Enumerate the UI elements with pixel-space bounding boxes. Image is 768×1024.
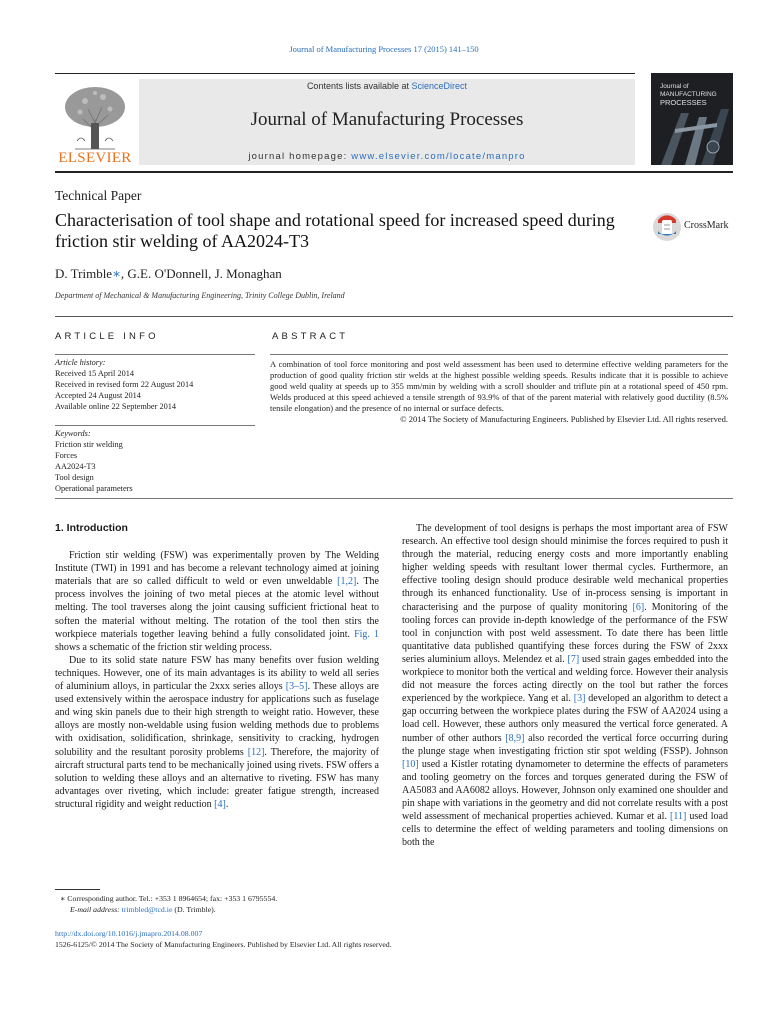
journal-title: Journal of Manufacturing Processes	[250, 109, 524, 130]
masthead	[55, 73, 733, 165]
email-suffix: (D. Trimble).	[174, 905, 216, 914]
elsevier-wordmark: ELSEVIER	[58, 150, 132, 166]
body-column-right	[402, 522, 728, 849]
article-info-divider	[55, 316, 733, 317]
history-item: Received 15 April 2014	[55, 369, 135, 378]
paragraph-text: Due to its solid state nature FSW has many benefits over fusion welding techniques. However, one of its main advantages is its ability to weld all series of aluminium alloys, in particular the 2xxx series alloys	[55, 654, 379, 693]
sciencedirect-link[interactable]: ScienceDirect	[411, 81, 468, 91]
paragraph-text: used a Kistler rotating dynamometer to determine the effects of parameters and tooling geometry on the forces and torques generated during the FSW of AA5083 and AA6082 alloys. However, Johnson only examined one shoulder and pin shape with variations in the geometry and did not correlate results with a post weld assessment of mechanical properties achieved. Kumar et al.	[402, 758, 728, 823]
footnote-mark: ∗	[60, 894, 66, 903]
issn-copyright: 1526-6125/© 2014 The Society of Manufacturing Engineers. Published by Elsevier Ltd. All rights reserved.	[55, 940, 392, 949]
reference-link[interactable]: Fig. 1	[354, 628, 379, 640]
author-name: D. Trimble	[55, 266, 113, 281]
abstract-body	[270, 359, 728, 425]
body-column-left	[55, 522, 379, 811]
article-type: Technical Paper	[55, 188, 142, 203]
reference-link[interactable]: [12]	[247, 746, 265, 758]
abstract-text: A combination of tool force monitoring and post weld assessment has been used to determine effective welding parameters for the production of good quality friction stir welds at the highest possible welding speeds. Results indicate that it is possible to achieve good weld quality at speeds up to 355 mm/min by welding with a scroll shoulder and triflute pin at a rotational speed of 450 rpm. Welds produced at this speed achieved a tensile strength of 93.9% of that of the parent material with relatively good ductility (8.5% tensile elongation) and the presence of no internal or surface defects.	[270, 359, 728, 413]
history-item: Accepted 24 August 2014	[55, 391, 141, 400]
paragraph-text: . Monitoring of the tooling forces can provide in-depth knowledge of the performance of the FSW tool in conjunction with post weld assessment. To date there has been little quantitative data published quantifying these forces during the FSW of 2xxx series aluminium alloys. Melendez et al.	[402, 601, 728, 665]
left-column-paragraphs	[55, 549, 379, 811]
corresponding-author-footnote	[60, 893, 380, 915]
author-names: , G.E. O'Donnell, J. Monaghan	[120, 266, 282, 281]
crossmark-label: CrossMark	[684, 220, 729, 231]
keyword: Tool design	[55, 473, 94, 482]
paragraph-text: Friction stir welding (FSW) was experimentally proven by The Welding Institute (TWI) in 1991 and has become a relevant technology aimed at joining materials that are so called difficult to weld or even unweldable	[55, 550, 379, 588]
keyword: AA2024-T3	[55, 462, 96, 471]
paragraph-text: . Therefore, the majority of aircraft structural parts tend to be mechanically joined using rivets. FSW offers a solution to welding these alloys and an alternative to riveting. FSW has many advantages over riveting, which include: greater fatigue strength, increased structural rigidity and weight reduction	[55, 746, 379, 810]
reference-link[interactable]: [8,9]	[505, 732, 525, 744]
paragraph-text: used load cells to determine the effect of welding parameters and tooling dimensions on both the	[402, 811, 728, 849]
author-list	[55, 266, 282, 282]
paragraph-text: The development of tool designs is perhaps the most important area of FSW research. An effective tool design should minimise the forces required to push it through the material, reducing energy costs and more importantly enabling higher welding speeds with resultant lower thermal cycles. Furthermore, an effective tooling design should produce desirable weld mechanical properties through its enhanced functionality. Use of in-process sensing is important in characterising and the purpose of quality monitoring	[402, 523, 728, 613]
body-paragraph	[402, 522, 728, 849]
masthead-rule	[55, 73, 635, 74]
reference-link[interactable]: [10]	[402, 758, 419, 770]
contents-prefix: Contents lists available at	[306, 81, 409, 91]
paragraph-text: . The process involves the joining of two metal pieces at the atomic level without melting. The tool traverses along the joint causing sufficient frictional heat to soften the material without melting. The rotation of the tool then stirs the workpiece materials together leaving behind a fully consolidated joint.	[55, 576, 379, 640]
body-paragraph	[55, 654, 379, 811]
article-history	[55, 357, 255, 412]
article-info-rule	[55, 354, 255, 355]
cover-title	[660, 83, 717, 107]
history-item: Received in revised form 22 August 2014	[55, 380, 194, 389]
abstract-copyright: © 2014 The Society of Manufacturing Engineers. Published by Elsevier Ltd. All rights reserved.	[400, 414, 728, 424]
section-heading: 1. Introduction	[55, 522, 128, 534]
keywords-rule	[55, 425, 255, 426]
abstract-heading: ABSTRACT	[272, 331, 349, 342]
header-divider	[55, 171, 733, 173]
reference-link[interactable]: [6]	[632, 601, 645, 613]
homepage-link[interactable]: www.elsevier.com/locate/manpro	[351, 151, 526, 162]
paragraph-text: developed an algorithm to detect a gap occurring between the workpiece plates during the FSW of AA2024 using a load cell. However, these authors only measured the vertical force generated. A number of other authors	[402, 693, 728, 744]
paragraph-text: used strain gages embedded into the workpiece to monitor both the vertical and welding force. However their analysis did not measure the forces acting directly on the tool but rather the forces experienced by the workpiece. Yang et al.	[402, 653, 729, 705]
crossmark-badge[interactable]	[652, 211, 732, 243]
reference-link[interactable]: [4]	[214, 798, 226, 810]
footnote-rule	[55, 889, 100, 890]
history-item: Available online 22 September 2014	[55, 402, 177, 411]
body-paragraph	[55, 549, 379, 654]
keyword: Friction stir welding	[55, 440, 123, 449]
article-info-heading: ARTICLE INFO	[55, 331, 159, 342]
corresponding-author-mark[interactable]: ∗	[112, 266, 121, 281]
footnote-email-line	[60, 904, 380, 915]
doi-block	[55, 928, 392, 950]
doi-link[interactable]: http://dx.doi.org/10.1016/j.jmapro.2014.08.007	[55, 929, 203, 938]
journal-banner	[139, 79, 635, 165]
history-label: Article history:	[55, 358, 106, 367]
keywords-label: Keywords:	[55, 429, 91, 438]
elsevier-tree-logo	[55, 79, 135, 161]
affiliation: Department of Mechanical & Manufacturing Engineering, Trinity College Dublin, Ireland	[55, 291, 345, 300]
reference-link[interactable]: [7]	[567, 653, 580, 665]
paragraph-text: . These alloys are used extensively within the aerospace industry for applications such as fuselage and wing skin panels due to their high strength to weight ratio. However, these alloys are mostly non-weldable using fusion welding methods due to problems with oxidisation, solidification, shrinkage, sensitivity to cracking, hydrogen solubility and the resultant porosity problems	[55, 681, 379, 758]
paragraph-text: shows a schematic of the friction stir welding process.	[55, 641, 272, 653]
homepage-line	[139, 151, 635, 162]
journal-cover-thumbnail[interactable]	[651, 73, 733, 165]
footnote-contact	[60, 893, 380, 904]
reference-link[interactable]: [1,2]	[337, 576, 357, 588]
abstract-rule	[270, 354, 728, 355]
contents-line	[139, 81, 635, 91]
paper-title: Characterisation of tool shape and rotational speed for increased speed during friction stir welding of AA2024-T3	[55, 210, 615, 251]
right-column-paragraphs	[402, 522, 728, 849]
cover-title-mid: MANUFACTURING	[660, 91, 717, 98]
email-link[interactable]: trimbled@tcd.ie	[121, 905, 173, 914]
journal-citation[interactable]: Journal of Manufacturing Processes 17 (2015) 141–150	[289, 44, 479, 54]
reference-link[interactable]: [3]	[573, 693, 586, 705]
keyword: Operational parameters	[55, 484, 133, 493]
footnote-text: Corresponding author. Tel.: +353 1 8964654; fax: +353 1 6795554.	[67, 894, 278, 903]
paragraph-text: .	[225, 798, 229, 810]
paragraph-text: also recorded the vertical force occurring during the plunge stage when investigating friction stir spot welding (FSSP). Johnson	[402, 732, 728, 757]
reference-link[interactable]: [3–5]	[285, 681, 308, 693]
abstract-bottom-rule	[55, 498, 733, 499]
keywords	[55, 428, 255, 494]
cover-title-top: Journal of	[660, 83, 689, 90]
reference-link[interactable]: [11]	[670, 811, 687, 823]
keyword: Forces	[55, 451, 78, 460]
email-label: E-mail address:	[70, 905, 120, 914]
cover-title-bottom: PROCESSES	[660, 98, 707, 107]
crossmark-icon	[652, 211, 682, 243]
homepage-prefix: journal homepage:	[248, 151, 348, 162]
